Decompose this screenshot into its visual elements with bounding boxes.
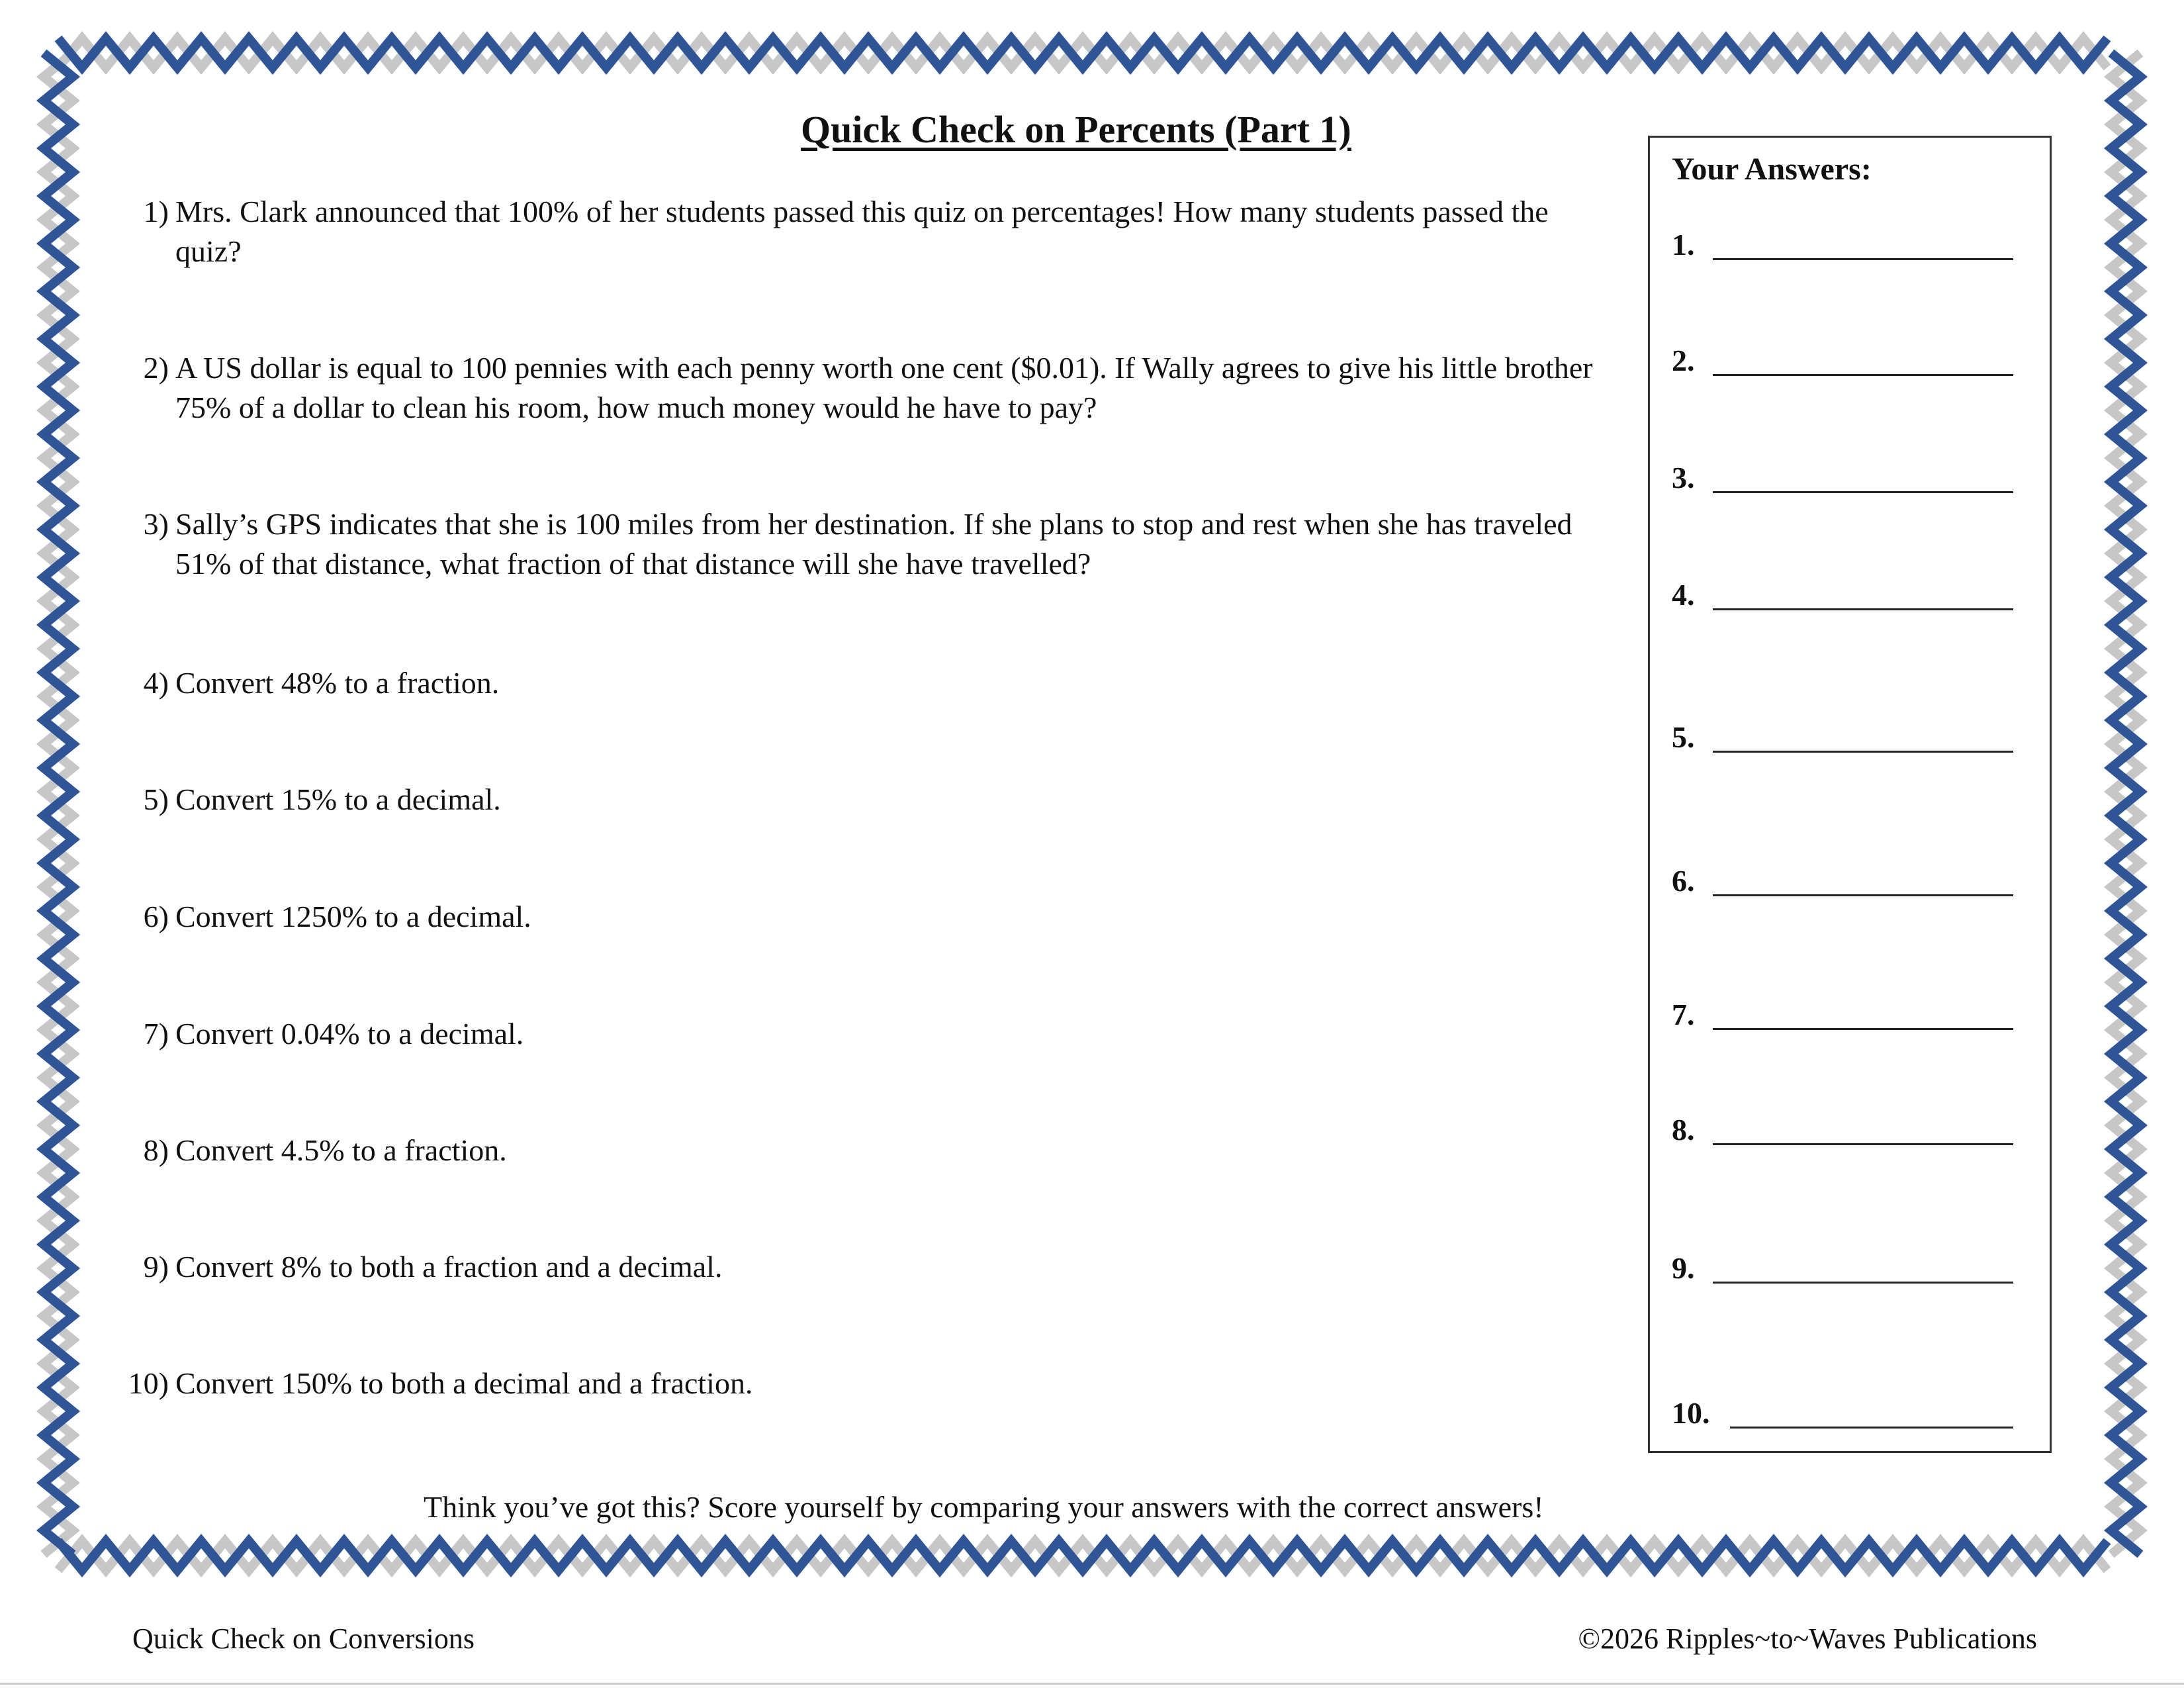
- question-text: Convert 150% to both a decimal and a fraction.: [175, 1366, 753, 1400]
- answer-label: 7.: [1672, 998, 1695, 1031]
- question-number: 5): [143, 782, 169, 816]
- question-5: [126, 780, 1621, 820]
- question-3: [126, 504, 1621, 584]
- answer-blank[interactable]: [1713, 1028, 2013, 1030]
- answer-line-3: [1672, 460, 2013, 500]
- question-number: 9): [143, 1250, 169, 1284]
- question-text: Convert 1250% to a decimal.: [175, 900, 531, 933]
- question-4: [126, 663, 1621, 703]
- question-number: 3): [143, 507, 169, 541]
- answer-label: 1.: [1672, 228, 1695, 261]
- question-10: [126, 1364, 1621, 1403]
- answer-line-5: [1672, 720, 2013, 759]
- page-title: Quick Check on Percents (Part 1): [801, 108, 1351, 151]
- answer-label: 5.: [1672, 720, 1695, 754]
- bottom-divider: [0, 1683, 2184, 1685]
- answer-line-7: [1672, 997, 2013, 1037]
- answer-line-4: [1672, 577, 2013, 617]
- answer-line-1: [1672, 227, 2013, 267]
- answer-blank[interactable]: [1713, 1143, 2013, 1145]
- answer-label: 6.: [1672, 864, 1695, 898]
- answer-blank[interactable]: [1713, 608, 2013, 610]
- answer-blank[interactable]: [1730, 1427, 2013, 1429]
- answer-label: 3.: [1672, 461, 1695, 494]
- answer-blank[interactable]: [1713, 1282, 2013, 1284]
- question-text: A US dollar is equal to 100 pennies with each penny worth one cent ($0.01). If Wally agrees to give his little brother 75% of a dollar to clean his room, how much money would he have to pay?: [175, 351, 1593, 424]
- answer-label: 4.: [1672, 578, 1695, 612]
- footer-left: Quick Check on Conversions: [132, 1622, 475, 1655]
- question-8: [126, 1131, 1621, 1170]
- answer-line-10: [1672, 1395, 2013, 1435]
- question-2: [126, 348, 1621, 428]
- question-text: Convert 15% to a decimal.: [175, 782, 501, 816]
- answer-blank[interactable]: [1713, 894, 2013, 896]
- self-check-prompt: Think you’ve got this? Score yourself by comparing your answers with the correct answers!: [424, 1490, 1544, 1524]
- question-text: Convert 0.04% to a decimal.: [175, 1017, 524, 1051]
- answer-line-2: [1672, 343, 2013, 383]
- answer-line-6: [1672, 863, 2013, 903]
- question-text: Convert 48% to a fraction.: [175, 666, 500, 700]
- question-number: 4): [143, 666, 169, 700]
- question-text: Mrs. Clark announced that 100% of her students passed this quiz on percentages! How many students passed the quiz?: [175, 195, 1549, 268]
- question-number: 7): [143, 1017, 169, 1051]
- answer-blank[interactable]: [1713, 258, 2013, 260]
- question-number: 1): [143, 195, 169, 228]
- question-number: 2): [143, 351, 169, 385]
- answer-blank[interactable]: [1713, 374, 2013, 376]
- footer-right: ©2026 Ripples~to~Waves Publications: [1578, 1622, 2037, 1655]
- question-6: [126, 897, 1621, 937]
- answer-blank[interactable]: [1713, 751, 2013, 753]
- question-9: [126, 1247, 1621, 1287]
- answer-line-9: [1672, 1250, 2013, 1290]
- answer-line-8: [1672, 1112, 2013, 1152]
- answer-blank[interactable]: [1713, 491, 2013, 493]
- question-1: [126, 192, 1621, 271]
- question-number: 10): [128, 1366, 169, 1400]
- question-text: Sally’s GPS indicates that she is 100 miles from her destination. If she plans to stop and rest when she has traveled 51% of that distance, what fraction of that distance will she have travelled?: [175, 507, 1572, 581]
- question-text: Convert 4.5% to a fraction.: [175, 1133, 507, 1167]
- answer-label: 8.: [1672, 1113, 1695, 1147]
- answer-label: 10.: [1672, 1396, 1710, 1430]
- question-7: [126, 1014, 1621, 1054]
- answer-box-heading: Your Answers:: [1672, 152, 1872, 187]
- question-number: 8): [143, 1133, 169, 1167]
- question-number: 6): [143, 900, 169, 933]
- question-text: Convert 8% to both a fraction and a decimal.: [175, 1250, 723, 1284]
- answer-box: [1648, 136, 2052, 1453]
- answer-label: 2.: [1672, 344, 1695, 377]
- answer-label: 9.: [1672, 1251, 1695, 1285]
